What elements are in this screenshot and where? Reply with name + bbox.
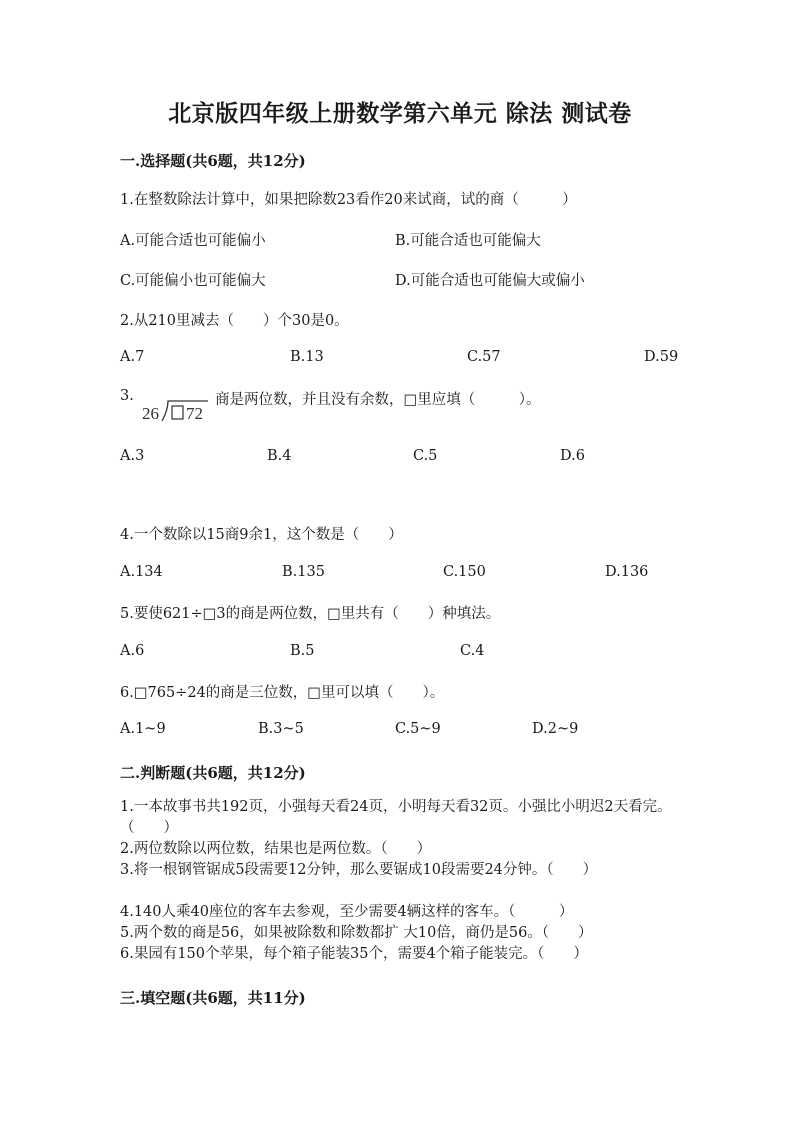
- judge-item: 1.一本故事书共192页，小强每天看24页，小明每天看32页。小强比小明迟2天看完。（ ）: [120, 799, 672, 836]
- question-1: 1.在整数除法计算中，如果把除数23看作20来试商，试的商（ ）: [120, 192, 577, 208]
- question-3-number: 3.: [120, 388, 134, 404]
- section-heading-fill: 三.填空题(共6题，共11分): [120, 989, 306, 1007]
- long-division-figure: [142, 398, 212, 424]
- option-6d: D.2~9: [532, 721, 579, 737]
- option-6b: B.3~5: [258, 721, 304, 737]
- option-3d: D.6: [560, 448, 585, 464]
- option-4b: B.135: [282, 564, 325, 580]
- division-divisor: 26: [142, 404, 159, 423]
- option-1b: B.可能合适也可能偏大: [395, 233, 541, 249]
- section-heading-judge: 二.判断题(共6题，共12分): [120, 764, 306, 782]
- option-2a: A.7: [120, 349, 145, 365]
- option-1d: D.可能合适也可能偏大或偏小: [395, 273, 585, 289]
- option-4c: C.150: [443, 564, 486, 580]
- option-3a: A.3: [120, 448, 145, 464]
- question-6: 6.□765÷24的商是三位数，□里可以填（ ）。: [120, 685, 445, 701]
- judge-item: 5.两个数的商是56，如果被除数和除数都扩 大10倍，商仍是56。（ ）: [120, 925, 593, 941]
- option-5a: A.6: [120, 643, 145, 659]
- judge-item: 4.140人乘40座位的客车去参观，至少需要4辆这样的客车。（ ）: [120, 904, 574, 920]
- judge-item: 3.将一根钢管锯成5段需要12分钟，那么要锯成10段需要24分钟。（ ）: [120, 862, 598, 878]
- option-5c: C.4: [460, 643, 485, 659]
- question-4: 4.一个数除以15商9余1，这个数是（ ）: [120, 527, 403, 543]
- option-6c: C.5~9: [395, 721, 441, 737]
- option-4a: A.134: [120, 564, 163, 580]
- option-4d: D.136: [605, 564, 649, 580]
- option-2b: B.13: [290, 349, 324, 365]
- judge-item: 6.果园有150个苹果，每个箱子能装35个，需要4个箱子能装完。（ ）: [120, 946, 588, 962]
- section-heading-choice: 一.选择题(共6题，共12分): [120, 152, 306, 170]
- option-2d: D.59: [644, 349, 679, 365]
- option-1c: C.可能偏小也可能偏大: [120, 273, 266, 289]
- page-title: 北京版四年级上册数学第六单元 除法 测试卷: [168, 100, 632, 127]
- option-6a: A.1~9: [120, 721, 166, 737]
- option-3b: B.4: [267, 448, 292, 464]
- judge-item: 2.两位数除以两位数，结果也是两位数。（ ）: [120, 841, 432, 857]
- question-3: 商是两位数，并且没有余数，□里应填（ ）。: [215, 392, 541, 408]
- option-1a: A.可能合适也可能偏小: [120, 233, 266, 249]
- question-5: 5.要使621÷□3的商是两位数，□里共有（ ）种填法。: [120, 606, 501, 622]
- question-2: 2.从210里减去（ ）个30是0。: [120, 313, 349, 329]
- option-5b: B.5: [290, 643, 315, 659]
- option-3c: C.5: [413, 448, 438, 464]
- option-2c: C.57: [467, 349, 501, 365]
- division-dividend-tail: 72: [186, 404, 203, 423]
